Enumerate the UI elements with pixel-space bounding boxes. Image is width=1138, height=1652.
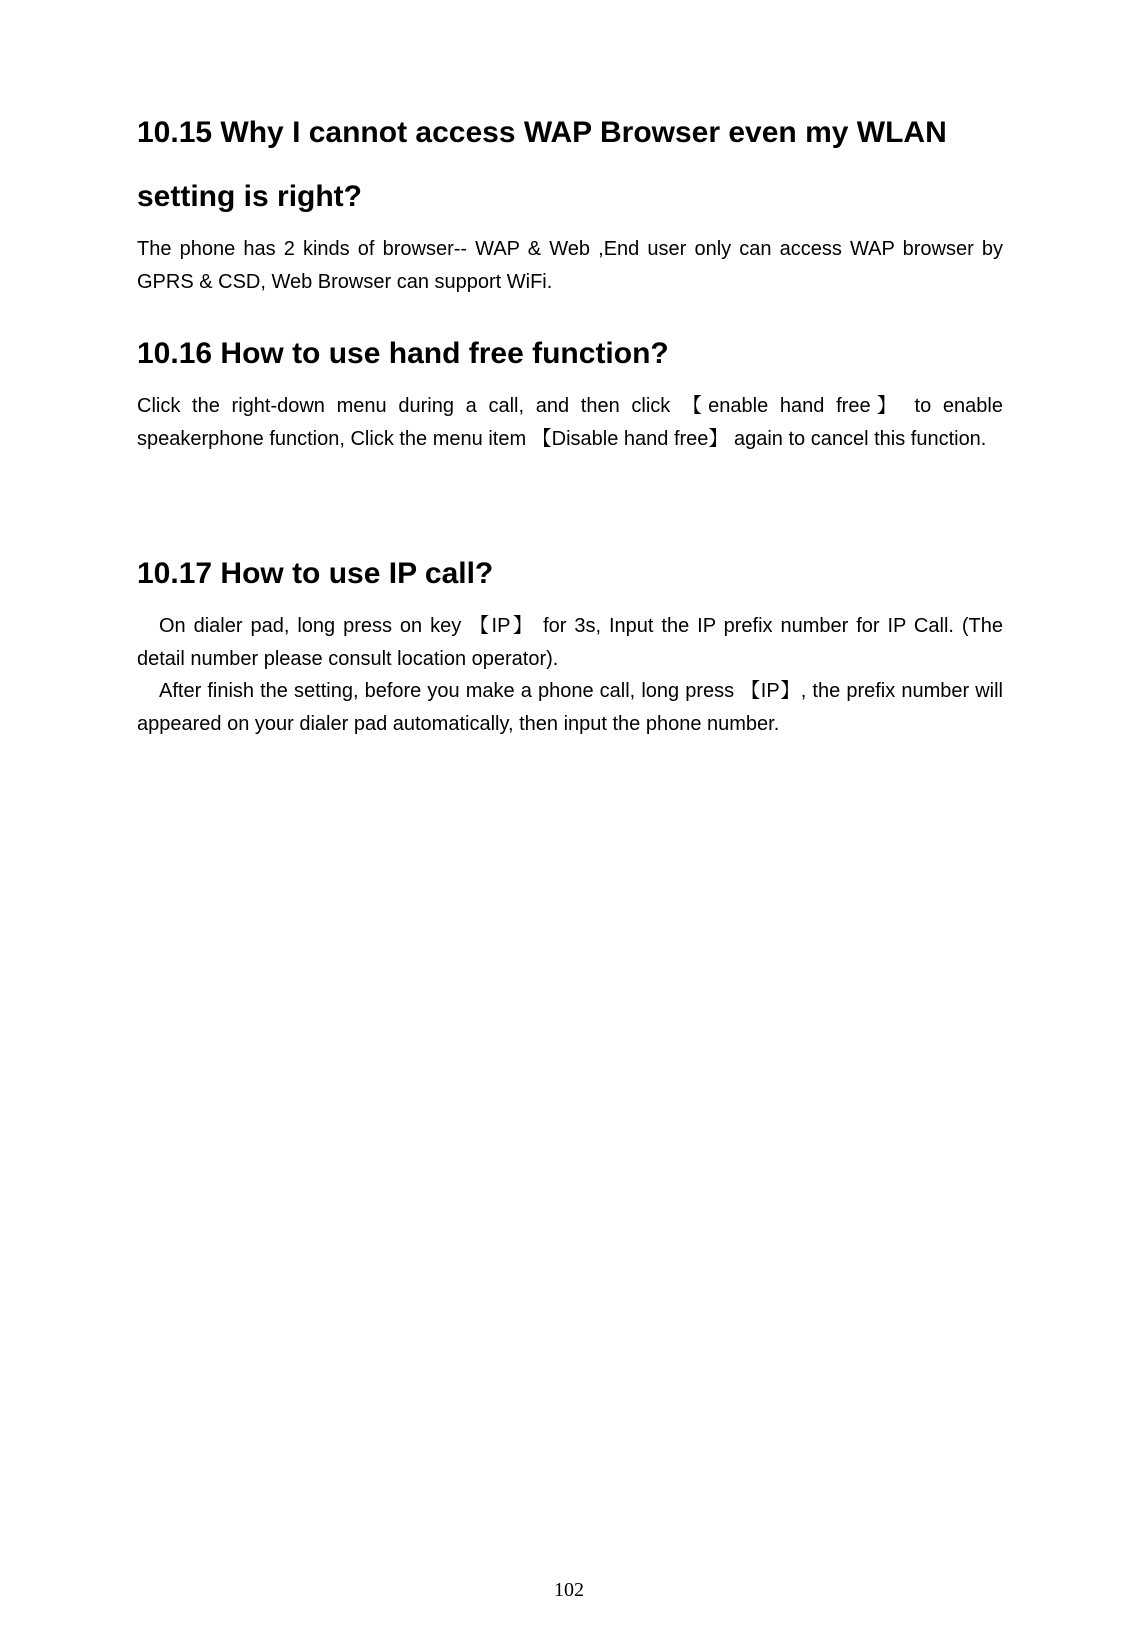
section-heading: 10.15 Why I cannot access WAP Browser even my WLAN setting is right? xyxy=(137,116,947,213)
section-10-16 xyxy=(137,322,1003,455)
section-heading: 10.17 How to use IP call? xyxy=(137,557,494,590)
section-paragraph: After finish the setting, before you make a phone call, long press 【IP】, the prefix number will appeared on your dialer pad automatically, then input the phone number. xyxy=(137,680,1003,735)
section-10-17 xyxy=(137,542,1003,740)
section-paragraph: Click the right-down menu during a call, and then click 【enable hand free】 to enable speakerphone function, Click the menu item 【Disable hand free】 again to cancel this function. xyxy=(137,395,1003,450)
page-number: 102 xyxy=(554,1579,584,1601)
section-paragraph: The phone has 2 kinds of browser-- WAP & Web ,End user only can access WAP browser by GPRS & CSD, Web Browser can support WiFi. xyxy=(137,238,1003,293)
section-paragraph: On dialer pad, long press on key 【IP】 for 3s, Input the IP prefix number for IP Call. (The detail number please consult location operator). xyxy=(137,615,1003,670)
section-10-15 xyxy=(137,101,1003,298)
section-heading: 10.16 How to use hand free function? xyxy=(137,337,669,370)
